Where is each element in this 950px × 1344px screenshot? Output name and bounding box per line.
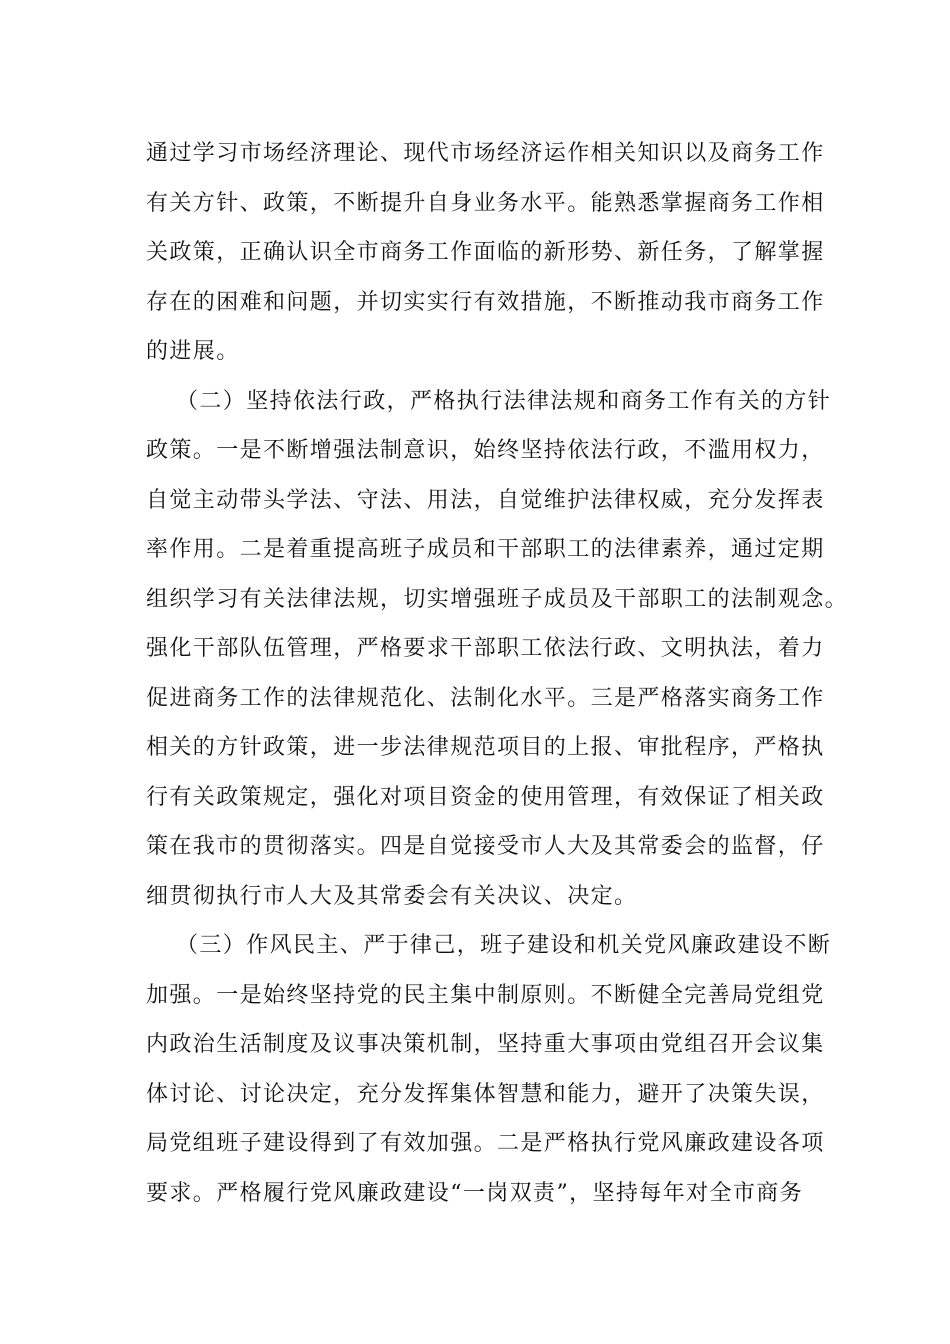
text-line: 组织学习有关法律法规，切实增强班子成员及干部职工的法制观念。 [146, 586, 849, 612]
text-line: 要求。严格履行党风廉政建设“一岗双责”，坚持每年对全市商务 [146, 1180, 804, 1206]
paragraph-start-line: （三）作风民主、严于律己，班子建设和机关党风廉政建设不断 [176, 933, 832, 958]
text-line: 局党组班子建设得到了有效加强。二是严格执行党风廉政建设各项 [146, 1131, 825, 1156]
text-line: 行有关政策规定，强化对项目资金的使用管理，有效保证了相关政 [146, 784, 825, 810]
paragraph-start-line: （二）坚持依法行政，严格执行法律法规和商务工作有关的方针 [176, 388, 832, 414]
text-line: 体讨论、讨论决定，充分发挥集体智慧和能力，避开了决策失误， [146, 1081, 825, 1107]
text-line: 通过学习市场经济理论、现代市场经济运作相关知识以及商务工作 [146, 141, 825, 166]
body-text [146, 129, 849, 1218]
text-line: 有关方针、政策，不断提升自身业务水平。能熟悉掌握商务工作相 [146, 190, 825, 216]
text-line: 关政策，正确认识全市商务工作面临的新形势、新任务，了解掌握 [146, 240, 825, 265]
text-line: 促进商务工作的法律规范化、法制化水平。三是严格落实商务工作 [146, 685, 825, 711]
text-line: 相关的方针政策，进一步法律规范项目的上报、审批程序，严格执 [146, 735, 825, 760]
text-line: 强化干部队伍管理，严格要求干部职工依法行政、文明执法，着力 [146, 636, 825, 661]
text-line: 策在我市的贯彻落实。四是自觉接受市人大及其常委会的监督，仔 [146, 834, 825, 859]
text-line: 内政治生活制度及议事决策机制，坚持重大事项由党组召开会议集 [146, 1032, 825, 1057]
text-line: 率作用。二是着重提高班子成员和干部职工的法律素养，通过定期 [146, 537, 825, 562]
text-line: 政策。一是不断增强法制意识，始终坚持依法行政，不滥用权力， [146, 438, 825, 463]
text-line: 自觉主动带头学法、守法、用法，自觉维护法律权威，充分发挥表 [146, 487, 825, 513]
text-line: 存在的困难和问题，并切实实行有效措施，不断推动我市商务工作 [146, 289, 825, 315]
text-line: 的进展。 [146, 339, 240, 364]
text-line: 细贯彻执行市人大及其常委会有关决议、决定。 [146, 883, 638, 909]
text-line: 加强。一是始终坚持党的民主集中制原则。不断健全完善局党组党 [146, 982, 825, 1008]
